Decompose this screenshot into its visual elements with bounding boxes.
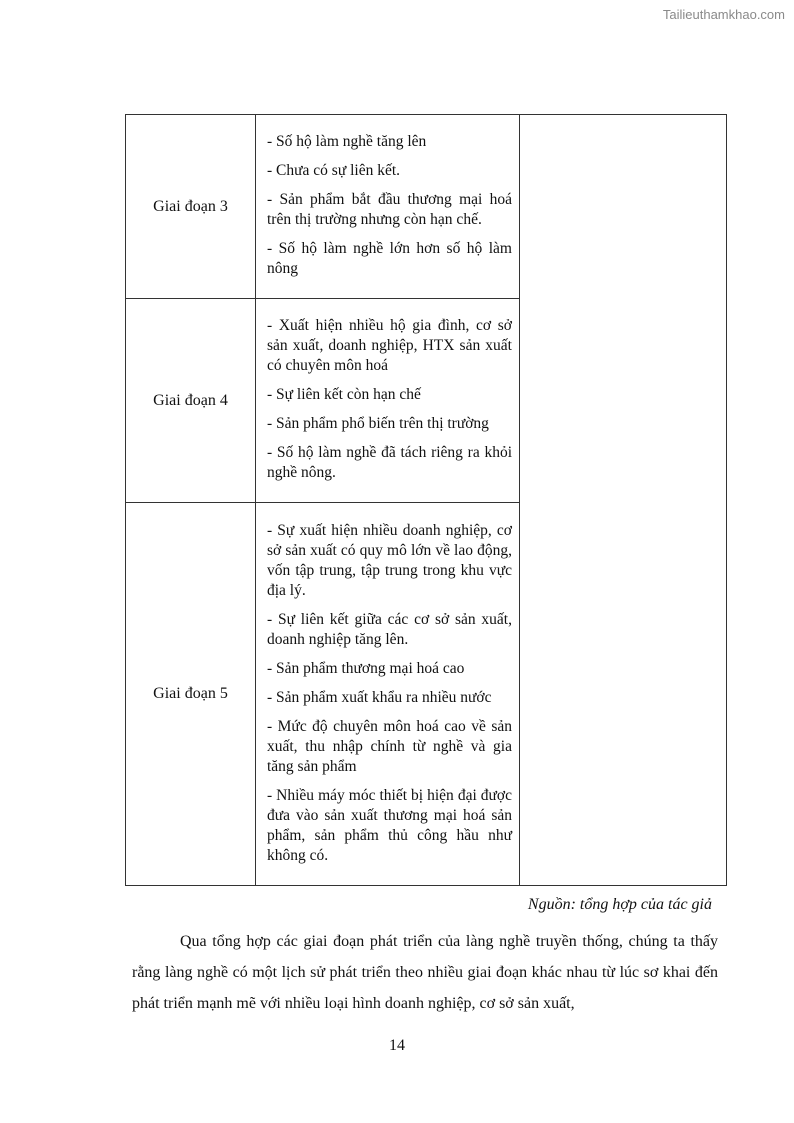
notes-cell [520,115,727,886]
stage-description-cell [256,115,520,299]
stage-name-cell: Giai đoạn 5 [126,503,256,886]
list-item: - Xuất hiện nhiều hộ gia đình, cơ sở sản xuất, doanh nghiệp, HTX sản xuất có chuyên môn hoá [267,317,512,374]
stage-name-cell: Giai đoạn 3 [126,115,256,299]
table-row [126,115,727,299]
list-item: - Mức độ chuyên môn hoá cao về sản xuất, thu nhập chính từ nghề và gia tăng sản phẩm [267,717,512,775]
body-paragraph: Qua tổng hợp các giai đoạn phát triển của làng nghề truyền thống, chúng ta thấy rằng làng nghề có một lịch sử phát triển theo nhiều giai đoạn khác nhau từ lúc sơ khai đến phát triển mạnh mẽ với nhiều loại hình doanh nghiệp, cơ sở sản xuất, [132,933,718,1012]
list-item: - Nhiều máy móc thiết bị hiện đại được đưa vào sản xuất thương mại hoá sản phẩm, sản phẩm thủ công hầu như không có. [267,786,512,864]
list-item: - Chưa có sự liên kết. [267,162,401,179]
list-item: - Sản phẩm thương mại hoá cao [267,659,465,677]
stages-table [125,114,727,886]
stage-description-cell [256,503,520,886]
list-item: - Sự liên kết còn hạn chế [267,386,421,403]
list-item: - Sản phẩm xuất khẩu ra nhiều nước [267,688,492,706]
list-item: - Sản phẩm bắt đầu thương mại hoá trên thị trường nhưng còn hạn chế. [267,191,512,228]
watermark: Tailieuthamkhao.com [662,7,785,22]
list-item: - Sự xuất hiện nhiều doanh nghiệp, cơ sở sản xuất có quy mô lớn về lao động, vốn tập trung, tập trung trong khu vực địa lý. [267,521,512,599]
list-item: - Sản phẩm phổ biến trên thị trường [267,415,489,432]
stage-description-cell [256,299,520,503]
list-item: - Số hộ làm nghề đã tách riêng ra khỏi nghề nông. [267,444,512,481]
stage-name-cell: Giai đoạn 4 [126,299,256,503]
list-item: - Số hộ làm nghề tăng lên [267,133,427,150]
table-source-note: Nguồn: tổng hợp của tác giả [527,896,712,913]
page-number: 14 [389,1037,405,1054]
list-item: - Số hộ làm nghề lớn hơn số hộ làm nông [267,240,512,277]
list-item: - Sự liên kết giữa các cơ sở sản xuất, doanh nghiệp tăng lên. [267,610,512,648]
